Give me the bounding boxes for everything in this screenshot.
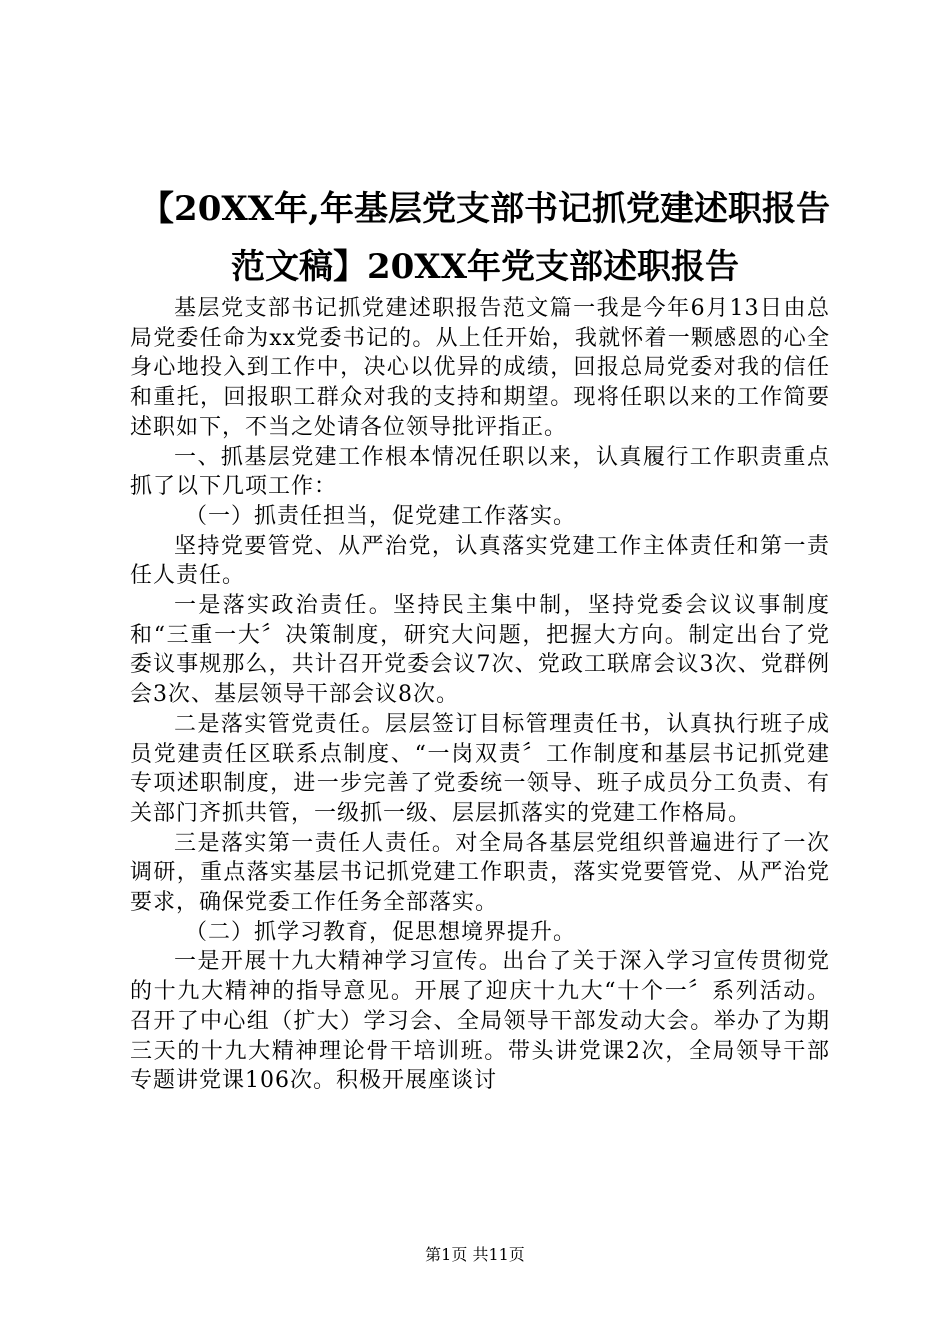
paragraph-intro: 基层党支部书记抓党建述职报告范文篇一我是今年6月13日由总局党委任命为xx党委书记的。从上任开始，我就怀着一颗感恩的心全身心地投入到工作中，决心以优异的成绩，回报总局党委对我的信任和重托，回报职工群众对我的支持和期望。现将任职以来的工作简要述职如下，不当之处请各位领导批评指正。: [130, 296, 830, 440]
paragraph-subheading-2: （二）抓学习教育，促思想境界提升。: [185, 919, 577, 945]
paragraph-responsibility: 坚持党要管党、从严治党，认真落实党建工作主体责任和第一责任人责任。: [130, 533, 830, 589]
paragraph-first-responsible: 三是落实第一责任人责任。对全局各基层党组织普遍进行了一次调研，重点落实基层书记抓党建工作职责，落实党要管党、从严治党要求，确保党委工作任务全部落实。: [130, 830, 830, 916]
document-body: [130, 294, 830, 1096]
paragraph-study: 一是开展十九大精神学习宣传。出台了关于深入学习宣传贯彻党的十九大精神的指导意见。开展了迎庆十九大“十个一〞系列活动。召开了中心组（扩大）学习会、全局领导干部发动大会。举办了为期三天的十九大精神理论骨干培训班。带头讲党课2次，全局领导干部专题讲党课106次。积极开展座谈讨: [130, 949, 830, 1094]
paragraph-subheading-1: （一）抓责任担当，促党建工作落实。: [185, 503, 577, 529]
paragraph-section-1: 一、抓基层党建工作根本情况任职以来，认真履行工作职责重点抓了以下几项工作：: [130, 444, 830, 500]
title-line-1: 【20XX年,年基层党支部书记抓党建述职报告: [140, 189, 830, 229]
paragraph-political-responsibility: 一是落实政治责任。坚持民主集中制，坚持党委会议议事制度和“三重一大〞决策制度，研究大问题，把握大方向。制定出台了党委议事规那么，共计召开党委会议7次、党政工联席会议3次、党群例会3次、基层领导干部会议8次。: [130, 593, 830, 708]
page-footer: 第1页 共11页: [425, 1245, 525, 1264]
paragraph-party-management: 二是落实管党责任。层层签订目标管理责任书，认真执行班子成员党建责任区联系点制度、“一岗双责〞工作制度和基层书记抓党建专项述职制度，进一步完善了党委统一领导、班子成员分工负责、有关部门齐抓共管，一级抓一级、层层抓落实的党建工作格局。: [130, 711, 830, 826]
title-line-2: 范文稿】20XX年党支部述职报告: [230, 247, 740, 287]
document-title: [100, 180, 870, 296]
